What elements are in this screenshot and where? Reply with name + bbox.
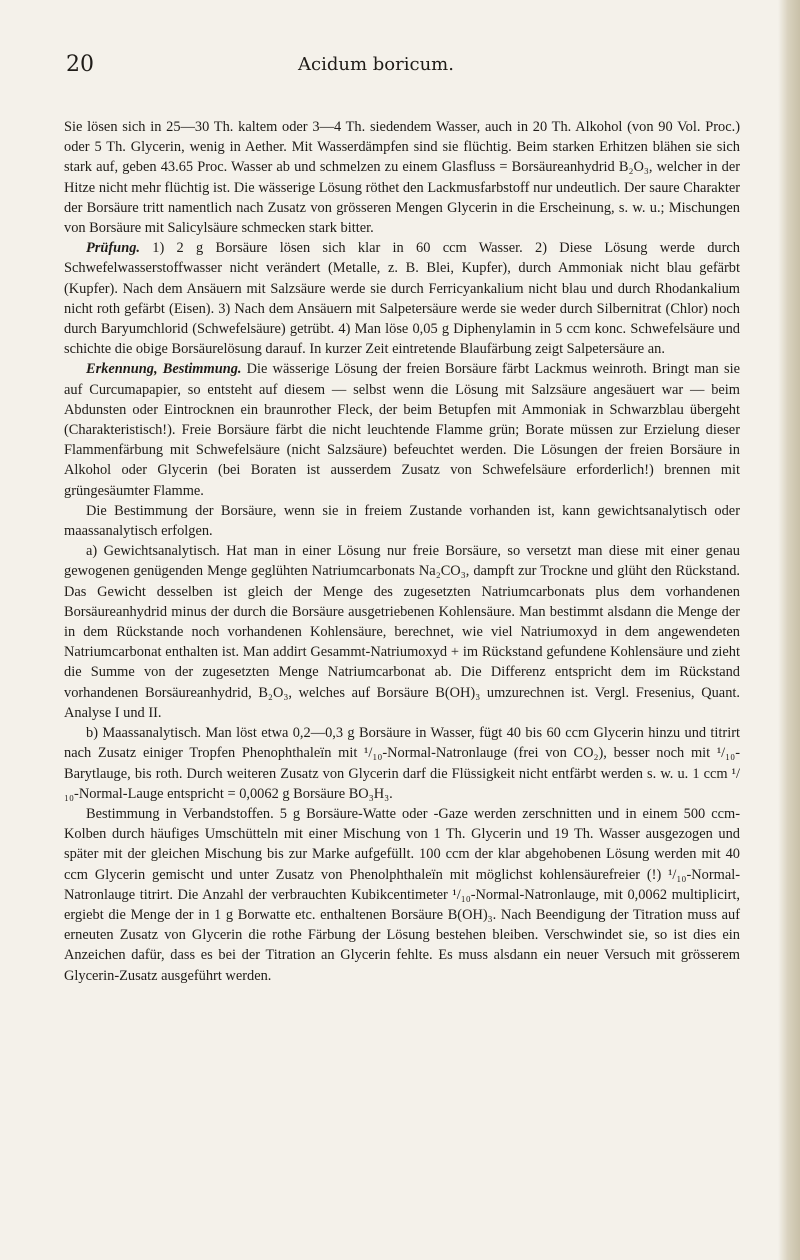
paragraph-verbandstoffe: Bestimmung in Verbandstoffen. 5 g Borsäure-Watte oder -Gaze werden zerschnitten und in einem 500 ccm-Kolben durch häufiges Umschütteln mit einer Mischung von 1 Th. Glycerin und 19 Th. Wasser ausgezogen und später mit der gleichen Mischung bis zur Marke aufgefüllt. 100 ccm der klar abgehobenen Lösung werden mit 40 ccm Glycerin gemischt und unter Zusatz von Phenolphthaleïn mit möglichst kohlensäurefreier (!) ¹/₁₀-Normal-Natronlauge titrirt. Die Anzahl der verbrauchten Kubikcentimeter ¹/₁₀-Normal-Natronlauge, mit 0,0062 multiplicirt, ergiebt die Menge der in 1 g Borwatte etc. enthaltenen Borsäure B(OH)₃. Nach Beendigung der Titration muss auf erneuten Zusatz von Glycerin die rothe Färbung der Lösung bestehen bleiben. Verschwindet sie, so ist dies ein Anzeichen dafür, dass es bei der Titration an Glycerin fehlte. Es muss alsdann ein neuer Versuch mit grösserem Glycerin-Zusatz ausgeführt werden. <box>64 805 740 984</box>
page-header <box>66 52 686 80</box>
paragraph-pruefung-text: 1) 2 g Borsäure lösen sich klar in 60 ccm Wasser. 2) Diese Lösung werde durch Schwefelwasserstoffwasser nicht verändert (Metalle, z. B. Blei, Kupfer), durch Ammoniak nicht blau gefärbt (Kupfer). Nach dem Ansäuern mit Salzsäure werde sie durch Ferricyankalium nicht blau und durch Rhodankalium nicht roth gefärbt (Eisen). 3) Nach dem Ansäuern mit Salpetersäure werde sie weder durch Silbernitrat (Chlor) noch durch Baryumchlorid (Schwefelsäure) getrübt. 4) Man löse 0,05 g Diphenylamin in 5 ccm konc. Schwefelsäure und schichte die obige Borsäurelösung darauf. In kurzer Zeit eintretende Blaufärbung zeigt Salpetersäure an. <box>64 240 740 358</box>
section-heading-pruefung: Prüfung. <box>86 240 140 257</box>
paragraph-erkennung <box>64 359 740 500</box>
running-title: Acidum boricum. <box>298 54 454 75</box>
paragraph-erkennung-text: Die wässerige Lösung der freien Borsäure färbt Lackmus weinroth. Bringt man sie auf Curcumapapier, so entsteht auf diesem — selbst wenn die Lösung mit Salzsäure angesäuert war — beim Abdunsten oder Eintrocknen ein braunrother Fleck, der beim Betupfen mit Ammoniak in Schwarzblau übergeht (Charakteristisch!). Freie Borsäure färbt die nicht leuchtende Flamme grün; Borate müssen zur Erzielung dieser Flammenfärbung mit Schwefelsäure (nicht Salzsäure) befeuchtet werden. Die Lösungen der freien Borsäure in Alkohol oder Glycerin (bei Boraten ist ausserdem Zusatz von Schwefelsäure erforderlich!) brennen mit grüngesäumter Flamme. <box>64 361 740 499</box>
paragraph-maassanalytisch: b) Maassanalytisch. Man löst etwa 0,2—0,3 g Borsäure in Wasser, fügt 40 bis 60 ccm Glycerin hinzu und titrirt nach Zusatz einiger Tropfen Phenophthaleïn mit ¹/₁₀-Normal-Natronlauge (frei von CO₂), besser noch mit ¹/₁₀-Barytlauge, bis roth. Durch weiteren Zusatz von Glycerin darf die Flüssigkeit nicht entfärbt werden s. w. u. 1 ccm ¹/₁₀-Normal-Lauge entspricht = 0,0062 g Borsäure BO₃H₃. <box>64 725 740 802</box>
paragraph-gewichtsanalytisch: a) Gewichtsanalytisch. Hat man in einer Lösung nur freie Borsäure, so versetzt man diese mit einer genau gewogenen genügenden Menge geglühten Natriumcarbonats Na₂CO₃, dampft zur Trockne und glüht den Rückstand. Das Gewicht desselben ist gleich der Menge des zugesetzten Natriumcarbonats plus dem vorhandenen Borsäureanhydrid minus der durch die Borsäure ausgetriebenen Kohlensäure. Man bestimmt alsdann die Menge der in dem Rückstande noch vorhandenen Kohlensäure, berechnet, wie viel Natriumoxyd in dem angewendeten Natriumcarbonat enthalten ist. Man addirt Gesammt-Natriumoxyd + im Rückstand gefundene Kohlensäure und zieht die Summe von der zugesetzten Menge Natriumcarbonat ab. Die Differenz entspricht dem im Rückstand vorhandenen Borsäureanhydrid, B₂O₃, welches auf Borsäure B(OH)₃ umzurechnen ist. Vergl. Fresenius, Quant. Analyse I und II. <box>64 543 740 721</box>
section-heading-erkennung: Erkennung, Bestimmung. <box>86 361 242 378</box>
page-number: 20 <box>66 52 94 77</box>
page-edge-shadow <box>778 0 800 1260</box>
paragraph-properties: Sie lösen sich in 25—30 Th. kaltem oder 3—4 Th. siedendem Wasser, auch in 20 Th. Alkohol (von 90 Vol. Proc.) oder 5 Th. Glycerin, wenig in Aether. Mit Wasserdämpfen sind sie flüchtig. Beim starken Erhitzen blähen sie sich stark auf, geben 43.65 Proc. Wasser ab und schmelzen zu einem Glasfluss = Borsäureanhydrid B₂O₃, welcher in der Hitze nicht mehr flüchtig ist. Die wässerige Lösung röthet den Lackmusfarbstoff nur undeutlich. Der saure Charakter der Borsäure tritt namentlich nach Zusatz von grösseren Mengen Glycerin in die Erscheinung, s. w. u.; Mischungen von Borsäure mit Salicylsäure schmecken stark bitter. <box>64 119 740 237</box>
body-text <box>64 117 740 986</box>
paragraph-bestimmung-intro: Die Bestimmung der Borsäure, wenn sie in freiem Zustande vorhanden ist, kann gewichtsanalytisch oder maassanalytisch erfolgen. <box>64 502 740 540</box>
paragraph-pruefung <box>64 238 740 359</box>
